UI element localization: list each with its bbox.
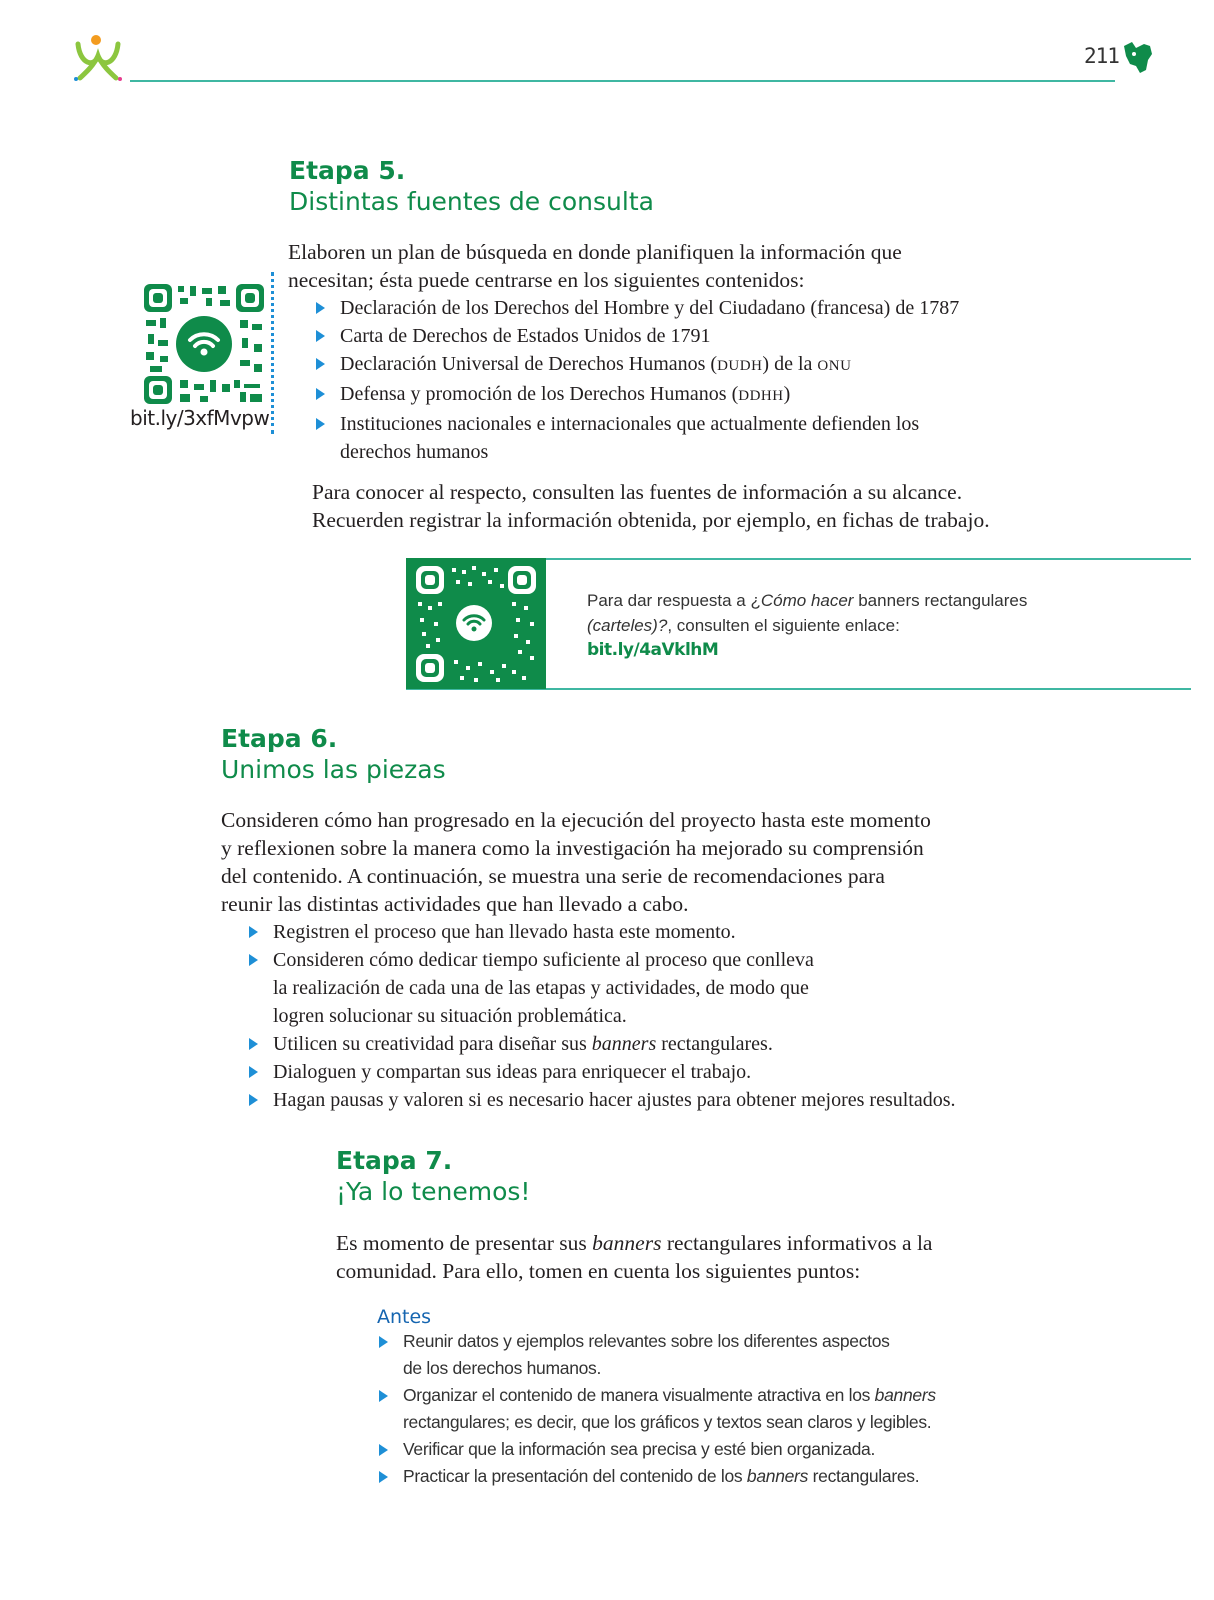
box-line-2: (carteles)?, consulten el siguiente enlace: <box>587 616 900 635</box>
box-text <box>587 588 1147 663</box>
bullet-arrow-icon <box>316 330 325 342</box>
section-subtitle: Unimos las piezas <box>221 755 446 784</box>
box-line-1: Para dar respuesta a ¿Cómo hacer banners rectangulares <box>587 591 1028 610</box>
section-title: Etapa 6. <box>221 724 338 753</box>
closing-line-1: Para conocer al respecto, consulten las fuentes de información a su alcance. <box>312 480 963 504</box>
etapa6-para: Consideren cómo han progresado en la ejecución del proyecto hasta este momento y reflexionen sobre la manera como la investigación ha mejorado su comprensión del contenido. A continuación, se muestra una serie de recomendaciones para reunir las distintas actividades que han llevado a cabo. <box>221 808 931 916</box>
bullet-arrow-icon <box>316 302 325 314</box>
etapa5-intro: Elaboren un plan de búsqueda en donde planifiquen la información que necesitan; ésta puede centrarse en los siguientes contenidos: <box>288 240 902 292</box>
list-item: Declaración de los Derechos del Hombre y del Ciudadano (francesa) de 1787 <box>314 294 994 322</box>
list-item: Instituciones nacionales e internacionales que actualmente defienden los derechos humanos <box>314 410 950 466</box>
section-title: Etapa 5. <box>289 156 406 185</box>
section-subtitle: ¡Ya lo tenemos! <box>336 1177 531 1206</box>
qr-divider <box>271 272 274 434</box>
list-item: Organizar el contenido de manera visualmente atractiva en los banners rectangulares; es decir, que los gráficos y textos sean claros y legibles. <box>377 1382 937 1436</box>
list-item: Utilicen su creatividad para diseñar sus banners rectangulares. <box>247 1030 981 1058</box>
bullet-arrow-icon <box>316 388 325 400</box>
list-item: Hagan pausas y valoren si es necesario hacer ajustes para obtener mejores resultados. <box>247 1086 981 1114</box>
qr-link-1[interactable]: bit.ly/3xfMvpw <box>130 406 270 430</box>
etapa5-list <box>314 294 994 466</box>
book-logo <box>72 34 124 82</box>
section-subtitle: Distintas fuentes de consulta <box>289 187 654 216</box>
list-item: Consideren cómo dedicar tiempo suficiente al proceso que conlleva la realización de cada una de las etapas y actividades, de modo que logren solucionar su situación problemática. <box>247 946 833 1030</box>
box-link[interactable]: bit.ly/4aVklhM <box>587 640 719 660</box>
bullet-arrow-icon <box>249 954 258 966</box>
map-icon <box>1122 40 1154 74</box>
qr-code-1[interactable] <box>144 284 264 404</box>
list-item: Registren el proceso que han llevado hasta este momento. <box>247 918 981 946</box>
etapa7-body <box>336 1229 946 1285</box>
list-item: Declaración Universal de Derechos Humanos (DUDH) de la ONU <box>314 350 994 380</box>
etapa6-heading <box>221 724 446 786</box>
list-item: Dialoguen y compartan sus ideas para enriquecer el trabajo. <box>247 1058 981 1086</box>
bullet-arrow-icon <box>379 1471 388 1483</box>
antes-label: Antes <box>377 1306 432 1328</box>
etapa7-para: Es momento de presentar sus banners rectangulares informativos a la comunidad. Para ello, tomen en cuenta los siguientes puntos: <box>336 1231 933 1283</box>
bullet-arrow-icon <box>379 1336 388 1348</box>
bullet-arrow-icon <box>316 358 325 370</box>
list-item: Practicar la presentación del contenido de los banners rectangulares. <box>377 1463 937 1490</box>
qr-code-2-panel[interactable] <box>406 558 546 689</box>
etapa7-heading <box>336 1146 530 1208</box>
etapa5-closing <box>312 478 1072 534</box>
antes-list <box>377 1328 937 1490</box>
list-item: Reunir datos y ejemplos relevantes sobre los diferentes aspectos de los derechos humanos. <box>377 1328 913 1382</box>
bullet-arrow-icon <box>249 926 258 938</box>
header-rule <box>130 80 1115 82</box>
bullet-arrow-icon <box>249 1038 258 1050</box>
bullet-arrow-icon <box>379 1390 388 1402</box>
bullet-arrow-icon <box>316 418 325 430</box>
closing-line-2: Recuerden registrar la información obtenida, por ejemplo, en fichas de trabajo. <box>312 508 990 532</box>
etapa6-body <box>221 806 981 1114</box>
etapa5-heading <box>289 156 654 218</box>
box-rule-top <box>546 558 1191 560</box>
list-item: Verificar que la información sea precisa y esté bien organizada. <box>377 1436 937 1463</box>
bullet-arrow-icon <box>249 1066 258 1078</box>
page-number: 211 <box>1084 44 1119 68</box>
list-item: Defensa y promoción de los Derechos Humanos (DDHH) <box>314 380 994 410</box>
etapa5-body <box>288 238 988 466</box>
bullet-arrow-icon <box>249 1094 258 1106</box>
antes-block <box>377 1306 957 1490</box>
section-title: Etapa 7. <box>336 1146 453 1175</box>
bullet-arrow-icon <box>379 1444 388 1456</box>
list-item: Carta de Derechos de Estados Unidos de 1791 <box>314 322 994 350</box>
etapa6-list <box>247 918 981 1114</box>
